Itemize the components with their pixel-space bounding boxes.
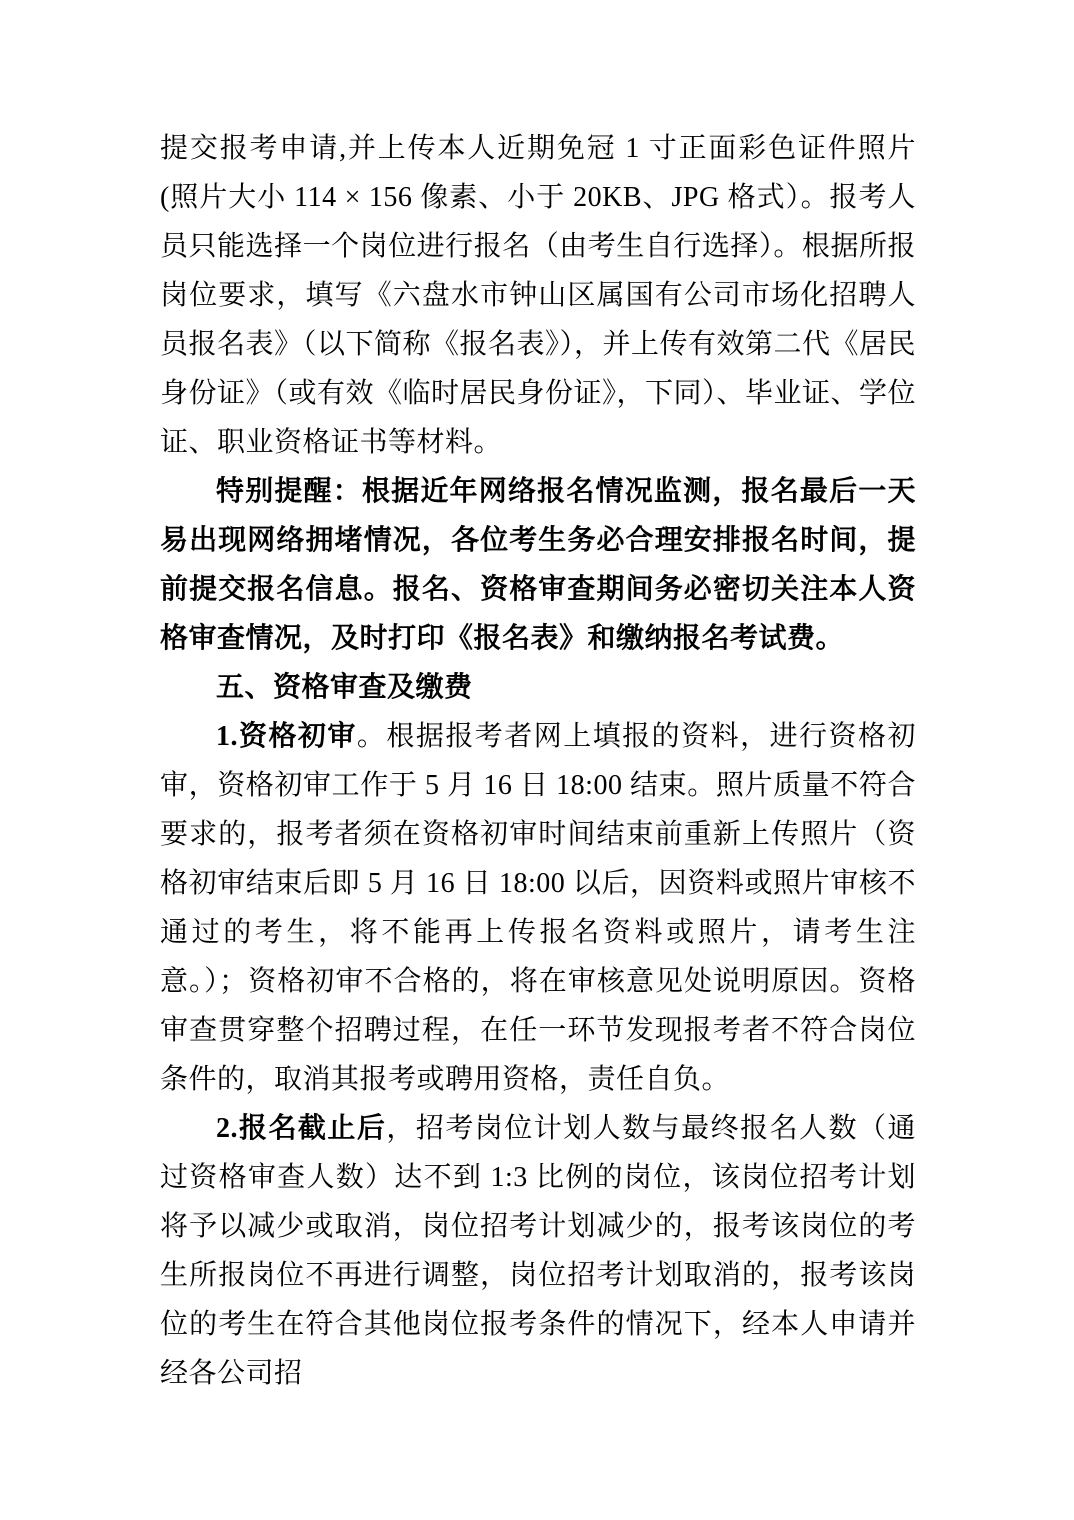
item-2-lead-text: 2.报名截止后 — [216, 1113, 387, 1144]
special-reminder-paragraph — [160, 467, 916, 663]
item-1-paragraph — [160, 712, 916, 1104]
paragraph-text: 提交报考申请,并上传本人近期免冠 1 寸正面彩色证件照片(照片大小 114 × 156 像素、小于 20KB、JPG 格式）。报考人员只能选择一个岗位进行报名（由考生自行选择）。根据所报岗位要求，填写《六盘水市钟山区属国有公司市场化招聘人员报名表》（以下简称《报名表》），并上传有效第二代《居民身份证》（或有效《临时居民身份证》，下同）、毕业证、学位证、职业资格证书等材料。 — [160, 133, 917, 458]
item-1-body-text: 。根据报考者网上填报的资料，进行资格初审，资格初审工作于 5 月 16 日 18:00 结束。照片质量不符合要求的，报考者须在资格初审时间结束前重新上传照片（资格初审结束后即 5 月 16 日 18:00 以后，因资料或照片审核不通过的考生，将不能再上传报名资料或照片，请考生注意。）；资格初审不合格的，将在审核意见处说明原因。资格审查贯穿整个招聘过程，在任一环节发现报考者不符合岗位条件的，取消其报考或聘用资格，责任自负。 — [160, 721, 916, 1095]
body-paragraph-continued — [160, 124, 916, 467]
section-heading-text: 五、资格审查及缴费 — [216, 672, 473, 703]
special-reminder-text: 特别提醒：根据近年网络报名情况监测，报名最后一天易出现网络拥堵情况，各位考生务必合理安排报名时间，提前提交报名信息。报名、资格审查期间务必密切关注本人资格审查情况，及时打印《报名表》和缴纳报名考试费。 — [160, 476, 916, 654]
item-1-lead-text: 1.资格初审 — [216, 721, 357, 752]
item-2-paragraph — [160, 1104, 916, 1398]
item-2-body-text: ，招考岗位计划人数与最终报名人数（通过资格审查人数）达不到 1:3 比例的岗位，该岗位招考计划将予以减少或取消，岗位招考计划减少的，报考该岗位的考生所报岗位不再进行调整，岗位招考计划取消的，报考该岗位的考生在符合其他岗位报考条件的情况下，经本人申请并经各公司招 — [160, 1113, 916, 1389]
section-heading — [160, 663, 916, 712]
